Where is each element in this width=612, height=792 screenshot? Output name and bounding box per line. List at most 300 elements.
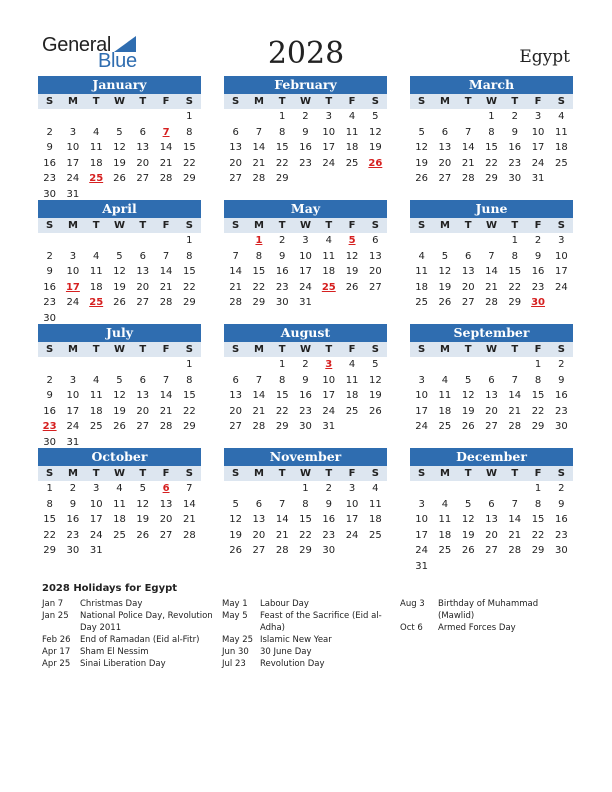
weekday-label: T bbox=[278, 220, 286, 231]
day-cell: 28 bbox=[252, 421, 266, 432]
empty-day-cell bbox=[433, 481, 456, 497]
day-cell: 2 bbox=[534, 235, 542, 246]
day-cell: 17 bbox=[299, 266, 312, 277]
day-cell: 27 bbox=[229, 173, 242, 184]
holiday-date: Jan 25 bbox=[42, 611, 69, 621]
weekday-label: F bbox=[348, 468, 356, 479]
weekday-label: W bbox=[299, 220, 311, 231]
day-cell: 8 bbox=[186, 374, 193, 386]
day-cell: 15 bbox=[43, 514, 56, 525]
weekday-label: S bbox=[185, 344, 193, 355]
day-cell: 8 bbox=[511, 250, 518, 262]
day-cell: 28 bbox=[159, 173, 173, 184]
day-cell: 22 bbox=[275, 157, 289, 169]
day-cell: 31 bbox=[531, 173, 545, 184]
day-cell: 11 bbox=[89, 266, 103, 277]
holiday-date: May 25 bbox=[222, 635, 254, 645]
day-cell: 18 bbox=[89, 157, 103, 169]
day-grid bbox=[410, 481, 573, 574]
weekday-header bbox=[38, 218, 201, 233]
day-cell: 3 bbox=[69, 250, 77, 262]
weekday-label: M bbox=[67, 220, 78, 231]
day-cell: 19 bbox=[368, 142, 382, 153]
empty-day-cell bbox=[457, 233, 480, 249]
weekday-label: S bbox=[557, 96, 565, 107]
day-grid bbox=[224, 233, 387, 311]
day-cell: 23 bbox=[66, 529, 80, 541]
day-cell: 27 bbox=[136, 173, 150, 184]
empty-day-cell bbox=[457, 481, 480, 497]
day-cell: 19 bbox=[345, 266, 359, 277]
day-cell: 27 bbox=[252, 545, 266, 556]
day-cell: 5 bbox=[372, 359, 379, 370]
weekday-label: T bbox=[464, 96, 472, 107]
day-cell: 5 bbox=[418, 126, 425, 138]
day-cell: 9 bbox=[46, 266, 53, 277]
weekday-header bbox=[410, 218, 573, 233]
day-cell: 4 bbox=[441, 498, 449, 510]
day-cell: 13 bbox=[159, 498, 173, 510]
day-cell: 28 bbox=[159, 421, 173, 432]
day-cell: 18 bbox=[113, 514, 126, 525]
weekday-label: T bbox=[139, 344, 147, 355]
day-cell: 22 bbox=[275, 405, 289, 417]
month-title: January bbox=[38, 76, 201, 94]
day-cell: 17 bbox=[415, 529, 428, 541]
day-cell: 15 bbox=[275, 142, 289, 153]
day-cell: 25 bbox=[415, 297, 428, 308]
day-cell: 16 bbox=[43, 157, 56, 169]
day-cell: 31 bbox=[299, 297, 312, 308]
holiday-name: End of Ramadan (Eid al-Fitr) bbox=[80, 635, 200, 645]
day-cell: 14 bbox=[252, 390, 266, 401]
weekday-label: W bbox=[299, 468, 311, 479]
month-title: September bbox=[410, 324, 573, 342]
day-cell: 24 bbox=[345, 529, 359, 541]
day-cell: 14 bbox=[508, 390, 522, 401]
weekday-label: F bbox=[534, 220, 542, 231]
day-cell: 27 bbox=[438, 173, 452, 184]
day-cell: 28 bbox=[275, 545, 289, 556]
day-cell: 11 bbox=[438, 390, 452, 401]
day-cell: 16 bbox=[43, 281, 56, 293]
month-january bbox=[38, 76, 201, 202]
empty-day-cell bbox=[131, 357, 154, 373]
day-grid bbox=[410, 233, 573, 311]
day-cell: 25 bbox=[368, 529, 382, 541]
holiday-row bbox=[42, 646, 217, 658]
empty-day-cell bbox=[457, 109, 480, 125]
day-cell: 13 bbox=[229, 390, 242, 401]
holiday-day-cell: 7 bbox=[162, 126, 170, 138]
day-cell: 1 bbox=[186, 111, 193, 122]
day-cell: 19 bbox=[113, 281, 126, 293]
day-cell: 5 bbox=[372, 111, 379, 122]
month-title: December bbox=[410, 448, 573, 466]
weekday-label: T bbox=[325, 96, 333, 107]
day-cell: 12 bbox=[113, 390, 126, 401]
holiday-date: Aug 3 bbox=[400, 599, 425, 609]
day-cell: 18 bbox=[89, 281, 103, 293]
day-cell: 15 bbox=[182, 142, 196, 153]
day-grid bbox=[410, 357, 573, 435]
day-cell: 18 bbox=[368, 514, 382, 525]
day-cell: 6 bbox=[139, 374, 146, 386]
empty-day-cell bbox=[433, 109, 456, 125]
weekday-label: W bbox=[485, 468, 497, 479]
day-cell: 10 bbox=[345, 498, 359, 510]
day-cell: 18 bbox=[438, 405, 452, 417]
day-cell: 5 bbox=[116, 374, 123, 386]
day-cell: 8 bbox=[534, 498, 542, 510]
empty-day-cell bbox=[271, 481, 294, 497]
day-cell: 8 bbox=[279, 374, 286, 386]
day-cell: 2 bbox=[558, 359, 565, 370]
month-december bbox=[410, 448, 573, 574]
day-cell: 9 bbox=[302, 126, 309, 138]
day-cell: 24 bbox=[66, 421, 80, 432]
day-cell: 28 bbox=[252, 173, 266, 184]
month-title: March bbox=[410, 76, 573, 94]
day-cell: 3 bbox=[348, 483, 356, 494]
day-cell: 13 bbox=[485, 514, 498, 525]
day-cell: 14 bbox=[229, 266, 242, 277]
day-cell: 23 bbox=[43, 297, 56, 308]
day-cell: 17 bbox=[66, 405, 80, 417]
empty-day-cell bbox=[224, 233, 247, 249]
empty-day-cell bbox=[85, 109, 108, 125]
day-cell: 15 bbox=[182, 390, 196, 401]
day-cell: 20 bbox=[229, 157, 242, 169]
day-cell: 9 bbox=[558, 374, 565, 386]
day-cell: 30 bbox=[554, 545, 568, 556]
day-cell: 12 bbox=[229, 514, 242, 525]
day-grid bbox=[38, 357, 201, 450]
weekday-label: T bbox=[92, 96, 100, 107]
day-cell: 4 bbox=[418, 250, 425, 262]
holiday-name: Sinai Liberation Day bbox=[80, 659, 166, 669]
weekday-label: M bbox=[439, 344, 450, 355]
holiday-day-cell: 23 bbox=[42, 421, 57, 432]
day-cell: 5 bbox=[232, 498, 239, 510]
day-cell: 20 bbox=[136, 405, 150, 417]
weekday-label: T bbox=[464, 220, 472, 231]
day-cell: 20 bbox=[136, 157, 150, 169]
day-cell: 6 bbox=[372, 235, 379, 246]
weekday-label: S bbox=[46, 220, 54, 231]
day-cell: 26 bbox=[229, 545, 242, 556]
weekday-label: T bbox=[278, 344, 286, 355]
day-cell: 18 bbox=[345, 390, 359, 401]
weekday-label: S bbox=[418, 96, 426, 107]
holiday-name: Sham El Nessim bbox=[80, 647, 149, 657]
empty-day-cell bbox=[480, 357, 503, 373]
day-cell: 6 bbox=[488, 498, 495, 510]
day-cell: 8 bbox=[279, 126, 286, 138]
day-cell: 12 bbox=[461, 390, 475, 401]
day-cell: 23 bbox=[275, 281, 289, 293]
day-cell: 23 bbox=[554, 529, 568, 541]
day-cell: 29 bbox=[485, 173, 498, 184]
weekday-label: S bbox=[232, 468, 240, 479]
weekday-label: S bbox=[557, 344, 565, 355]
day-cell: 30 bbox=[43, 436, 56, 448]
day-cell: 6 bbox=[232, 126, 239, 138]
month-july bbox=[38, 324, 201, 450]
day-cell: 22 bbox=[182, 405, 196, 417]
day-cell: 23 bbox=[299, 157, 312, 169]
holiday-name: Armed Forces Day bbox=[438, 623, 516, 633]
day-cell: 9 bbox=[46, 142, 53, 153]
day-grid bbox=[38, 233, 201, 326]
day-cell: 26 bbox=[438, 297, 452, 308]
day-cell: 21 bbox=[252, 157, 266, 169]
month-august bbox=[224, 324, 387, 435]
day-cell: 21 bbox=[159, 405, 173, 417]
day-cell: 1 bbox=[186, 235, 193, 246]
weekday-label: W bbox=[113, 344, 125, 355]
day-cell: 19 bbox=[438, 281, 452, 293]
holiday-name: Christmas Day bbox=[80, 599, 143, 609]
day-cell: 28 bbox=[159, 297, 173, 308]
day-cell: 14 bbox=[182, 498, 196, 510]
day-cell: 3 bbox=[69, 374, 77, 386]
day-grid bbox=[410, 109, 573, 187]
day-cell: 6 bbox=[139, 250, 146, 262]
day-cell: 29 bbox=[508, 297, 522, 308]
day-cell: 28 bbox=[508, 421, 522, 432]
day-grid bbox=[38, 109, 201, 202]
day-cell: 26 bbox=[113, 173, 126, 184]
day-cell: 11 bbox=[438, 514, 452, 525]
day-cell: 17 bbox=[345, 514, 359, 525]
weekday-label: M bbox=[439, 220, 450, 231]
day-cell: 18 bbox=[554, 142, 568, 153]
holiday-name: Islamic New Year bbox=[260, 635, 332, 645]
day-cell: 21 bbox=[159, 157, 173, 169]
day-cell: 5 bbox=[116, 126, 123, 138]
weekday-label: W bbox=[299, 96, 311, 107]
day-cell: 12 bbox=[438, 266, 452, 277]
day-cell: 21 bbox=[508, 529, 522, 541]
holiday-date: Oct 6 bbox=[400, 623, 423, 633]
weekday-label: T bbox=[278, 96, 286, 107]
weekday-label: T bbox=[325, 468, 333, 479]
weekday-label: S bbox=[371, 220, 379, 231]
day-cell: 30 bbox=[508, 173, 522, 184]
day-cell: 2 bbox=[558, 483, 565, 494]
weekday-label: T bbox=[464, 344, 472, 355]
day-cell: 15 bbox=[531, 514, 545, 525]
day-cell: 14 bbox=[508, 514, 522, 525]
day-cell: 24 bbox=[322, 405, 336, 417]
empty-day-cell bbox=[410, 233, 433, 249]
month-title: November bbox=[224, 448, 387, 466]
day-cell: 8 bbox=[255, 250, 263, 262]
weekday-label: S bbox=[557, 220, 565, 231]
day-cell: 24 bbox=[299, 281, 312, 293]
day-cell: 26 bbox=[461, 545, 475, 556]
day-cell: 13 bbox=[438, 142, 452, 153]
weekday-label: S bbox=[371, 344, 379, 355]
day-cell: 25 bbox=[345, 405, 359, 417]
weekday-label: F bbox=[348, 344, 356, 355]
empty-day-cell bbox=[410, 481, 433, 497]
weekday-label: M bbox=[439, 468, 450, 479]
weekday-label: M bbox=[253, 96, 264, 107]
empty-day-cell bbox=[433, 357, 456, 373]
logo-general-text: General bbox=[42, 34, 112, 56]
weekday-label: T bbox=[139, 220, 147, 231]
weekday-label: T bbox=[92, 344, 100, 355]
weekday-label: T bbox=[511, 96, 519, 107]
day-cell: 10 bbox=[66, 390, 80, 401]
weekday-label: F bbox=[162, 468, 170, 479]
day-cell: 27 bbox=[461, 297, 475, 308]
day-cell: 22 bbox=[508, 281, 522, 293]
weekday-label: W bbox=[113, 468, 125, 479]
empty-day-cell bbox=[410, 357, 433, 373]
day-cell: 29 bbox=[182, 297, 196, 308]
day-cell: 4 bbox=[93, 374, 100, 386]
day-cell: 10 bbox=[299, 250, 312, 262]
day-cell: 3 bbox=[325, 111, 332, 122]
day-cell: 26 bbox=[345, 281, 359, 293]
day-cell: 29 bbox=[182, 173, 196, 184]
day-cell: 9 bbox=[558, 498, 565, 510]
day-cell: 7 bbox=[186, 483, 193, 494]
day-cell: 2 bbox=[46, 250, 53, 262]
day-cell: 15 bbox=[275, 390, 289, 401]
day-cell: 7 bbox=[511, 498, 518, 510]
holiday-name: National Police Day, Revolution Day 2011 bbox=[80, 611, 213, 633]
day-cell: 5 bbox=[465, 498, 472, 510]
day-cell: 17 bbox=[66, 157, 80, 169]
weekday-label: M bbox=[67, 468, 78, 479]
weekday-header bbox=[38, 94, 201, 109]
empty-day-cell bbox=[108, 109, 131, 125]
weekday-label: S bbox=[46, 96, 54, 107]
weekday-label: M bbox=[67, 344, 78, 355]
empty-day-cell bbox=[131, 109, 154, 125]
day-cell: 4 bbox=[93, 250, 100, 262]
weekday-label: F bbox=[162, 344, 170, 355]
weekday-label: F bbox=[534, 468, 542, 479]
day-cell: 16 bbox=[43, 405, 56, 417]
day-cell: 3 bbox=[69, 126, 77, 138]
day-cell: 24 bbox=[531, 157, 545, 169]
day-cell: 15 bbox=[531, 390, 545, 401]
day-cell: 6 bbox=[488, 374, 495, 386]
day-cell: 12 bbox=[415, 142, 428, 153]
day-cell: 7 bbox=[511, 374, 518, 386]
weekday-label: S bbox=[185, 468, 193, 479]
day-cell: 11 bbox=[554, 126, 568, 138]
weekday-label: F bbox=[162, 96, 170, 107]
empty-day-cell bbox=[433, 233, 456, 249]
day-cell: 20 bbox=[485, 529, 498, 541]
day-cell: 28 bbox=[229, 297, 242, 308]
month-title: May bbox=[224, 200, 387, 218]
empty-day-cell bbox=[224, 481, 247, 497]
day-cell: 25 bbox=[438, 545, 452, 556]
weekday-label: W bbox=[113, 220, 125, 231]
weekday-label: F bbox=[162, 220, 170, 231]
empty-day-cell bbox=[503, 481, 526, 497]
empty-day-cell bbox=[480, 481, 503, 497]
weekday-label: M bbox=[253, 220, 264, 231]
day-cell: 25 bbox=[345, 157, 359, 169]
day-cell: 26 bbox=[415, 173, 428, 184]
weekday-label: T bbox=[278, 468, 286, 479]
empty-day-cell bbox=[154, 109, 177, 125]
holiday-row bbox=[222, 646, 397, 658]
holiday-day-cell: 25 bbox=[321, 281, 336, 293]
day-cell: 2 bbox=[46, 126, 53, 138]
holiday-day-cell: 6 bbox=[162, 483, 170, 494]
month-title: April bbox=[38, 200, 201, 218]
month-february bbox=[224, 76, 387, 187]
day-cell: 11 bbox=[113, 498, 126, 510]
day-cell: 22 bbox=[531, 529, 545, 541]
day-cell: 13 bbox=[252, 514, 266, 525]
weekday-label: M bbox=[67, 96, 78, 107]
day-cell: 11 bbox=[89, 142, 103, 153]
day-cell: 10 bbox=[554, 250, 568, 262]
day-cell: 26 bbox=[113, 421, 126, 432]
weekday-label: S bbox=[557, 468, 565, 479]
weekday-label: F bbox=[534, 344, 542, 355]
day-cell: 2 bbox=[46, 374, 53, 386]
weekday-label: F bbox=[348, 96, 356, 107]
empty-day-cell bbox=[85, 233, 108, 249]
day-cell: 20 bbox=[252, 529, 266, 541]
day-cell: 17 bbox=[322, 390, 336, 401]
day-cell: 26 bbox=[113, 297, 126, 308]
day-cell: 5 bbox=[441, 250, 449, 262]
day-cell: 29 bbox=[252, 297, 266, 308]
day-cell: 26 bbox=[136, 529, 150, 541]
day-cell: 13 bbox=[136, 266, 150, 277]
day-cell: 13 bbox=[136, 390, 150, 401]
day-cell: 14 bbox=[275, 514, 289, 525]
day-cell: 5 bbox=[116, 250, 123, 262]
day-cell: 30 bbox=[66, 545, 80, 556]
weekday-label: T bbox=[325, 220, 333, 231]
day-cell: 27 bbox=[159, 529, 173, 541]
month-october bbox=[38, 448, 201, 559]
day-cell: 3 bbox=[93, 483, 100, 494]
day-cell: 14 bbox=[485, 266, 498, 277]
month-title: August bbox=[224, 324, 387, 342]
day-cell: 13 bbox=[461, 266, 475, 277]
day-cell: 31 bbox=[66, 188, 80, 200]
day-cell: 14 bbox=[159, 390, 173, 401]
weekday-label: W bbox=[485, 220, 497, 231]
weekday-label: F bbox=[348, 220, 356, 231]
day-cell: 24 bbox=[66, 297, 80, 308]
day-cell: 16 bbox=[299, 390, 312, 401]
day-cell: 1 bbox=[279, 111, 286, 122]
day-cell: 19 bbox=[136, 514, 150, 525]
day-cell: 31 bbox=[66, 436, 80, 448]
day-cell: 12 bbox=[113, 142, 126, 153]
day-cell: 10 bbox=[89, 498, 103, 510]
month-november bbox=[224, 448, 387, 559]
day-cell: 9 bbox=[302, 374, 309, 386]
day-cell: 20 bbox=[461, 281, 475, 293]
day-cell: 19 bbox=[113, 157, 126, 169]
